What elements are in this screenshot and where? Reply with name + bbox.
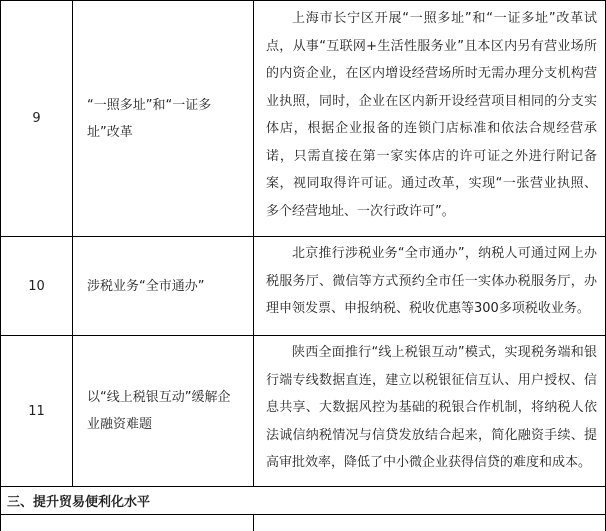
table-border (253, 514, 254, 531)
row-description: 陕西全面推行“线上税银互动”模式，实现税务端和银行端专线数据直连，建立以税银征信互认、用户授权、信息共享、大数据风控为基础的税银合作机制，将纳税人依法诚信纳税情况与信贷发放结合起来，简化融资手续、提高审批效率，降低了中小微企业获得信贷的难度和成本。 (266, 345, 597, 470)
table-border (0, 514, 606, 515)
section-heading: 三、提升贸易便利化水平 (7, 495, 151, 510)
row-number: 11 (28, 403, 45, 419)
row-item: “一照多址”和“一证多址”改革 (87, 97, 212, 140)
row-number: 9 (32, 111, 41, 126)
row-description: 上海市长宁区开展“一照多址”和“一证多址”改革试点，从事“互联网+生活性服务业”且本区内另有营业场所的内资企业，在区内增设经营场所时无需办理分支机构营业执照，同时，企业在区内新开设经营项目相同的分支实体店，根据企业报备的连锁门店标准和依法合规经营承诺，只需直接在第一家实体店的许可证之外进行附记备案，视同取得许可证。通过改革，实现“一张营业执照、多个经营地址、一次行政许可”。 (266, 11, 597, 219)
row-number: 10 (28, 278, 45, 294)
row-description: 北京推行涉税业务“全市通办”，纳税人可通过网上办税服务厅、微信等方式预约全市任一实体办税服务厅，办理申领发票、申报纳税、税收优惠等300多项税收业务。 (266, 246, 597, 316)
row-item: 以“线上税银互动”缓解企业融资难题 (87, 390, 231, 432)
row-item: 涉税业务“全市通办” (87, 278, 205, 294)
